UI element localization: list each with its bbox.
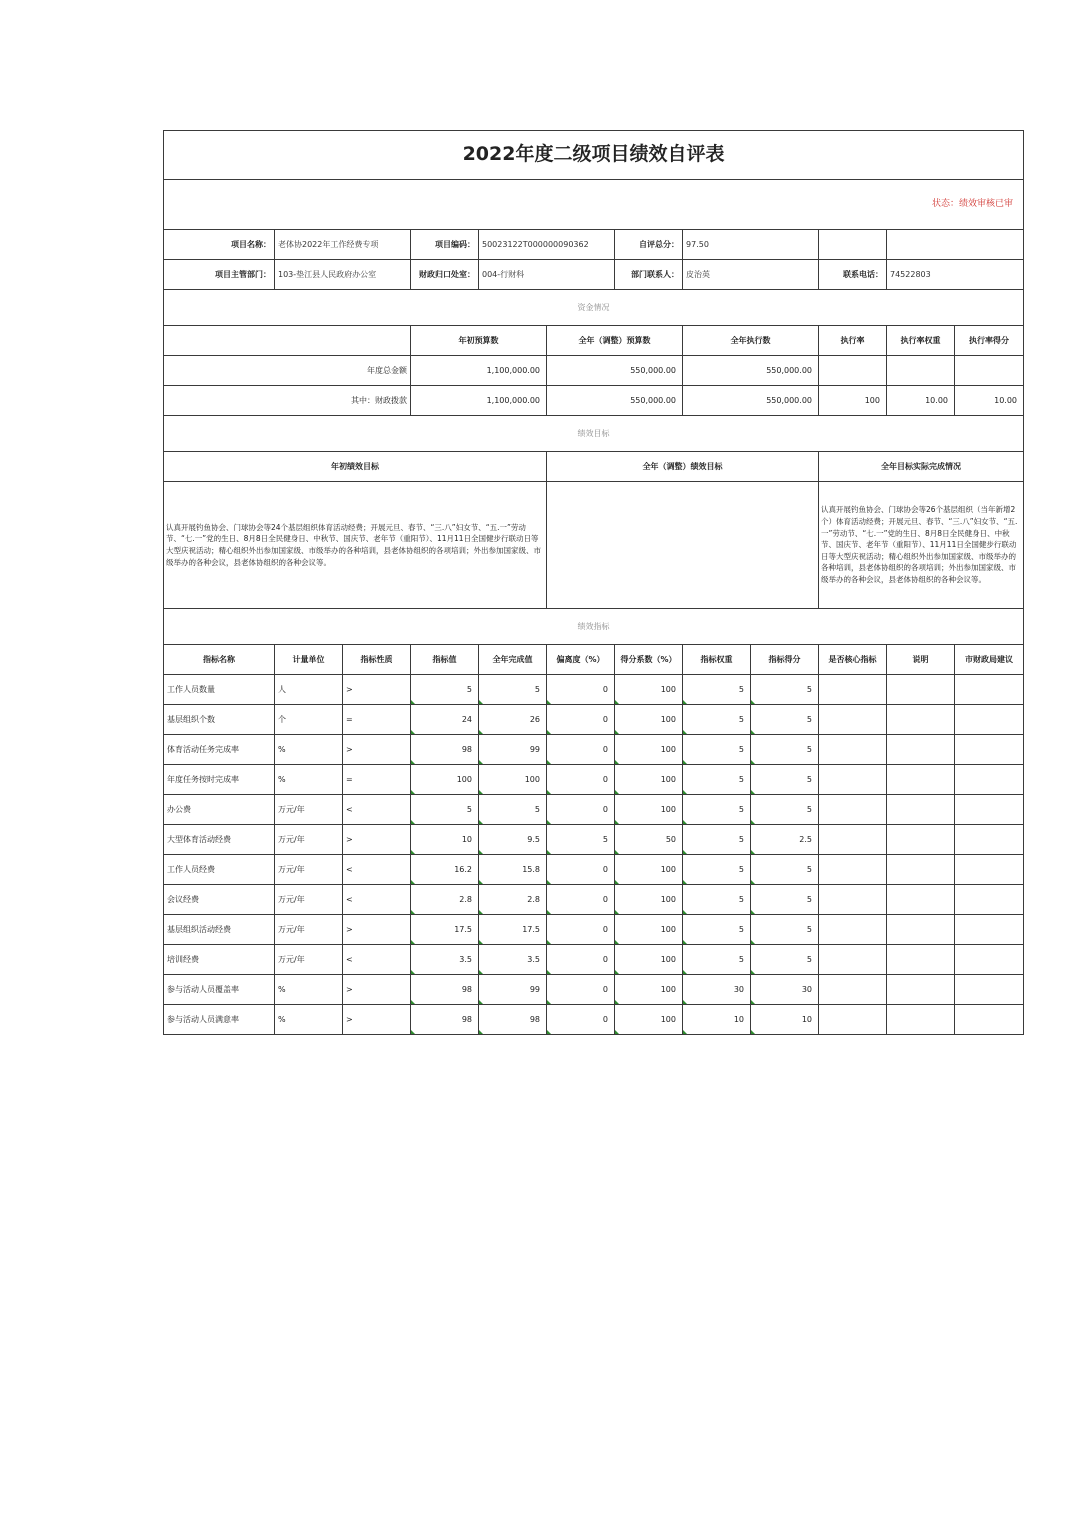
empty-cell <box>819 230 887 260</box>
indicator-cell <box>819 855 887 885</box>
funds-cell: 550,000.00 <box>683 356 819 386</box>
indicator-cell: 0 <box>547 705 615 735</box>
funds-row <box>164 386 1024 416</box>
indicator-cell: 100 <box>615 915 683 945</box>
self-score-label: 自评总分： <box>615 230 683 260</box>
indicator-row <box>164 855 1024 885</box>
indicator-row <box>164 885 1024 915</box>
funds-header: 执行率权重 <box>887 326 955 356</box>
indicator-cell: < <box>343 855 411 885</box>
indicator-cell <box>887 915 955 945</box>
indicator-cell: 5 <box>751 735 819 765</box>
indicator-cell: > <box>343 735 411 765</box>
indicator-cell: 5 <box>683 795 751 825</box>
indicator-cell: 5 <box>683 915 751 945</box>
funds-cell: 550,000.00 <box>547 356 683 386</box>
indicator-column-header: 是否核心指标 <box>819 645 887 675</box>
indicator-cell: 年度任务按时完成率 <box>164 765 275 795</box>
indicator-cell: 30 <box>751 975 819 1005</box>
indicator-cell: < <box>343 795 411 825</box>
indicator-cell <box>955 1005 1024 1035</box>
indicator-cell: = <box>343 765 411 795</box>
indicator-column-header: 指标值 <box>411 645 479 675</box>
indicator-cell: > <box>343 825 411 855</box>
indicator-cell: 100 <box>615 1005 683 1035</box>
indicator-cell: % <box>275 1005 343 1035</box>
project-code-value: 50023122T000000090362 <box>479 230 615 260</box>
indicator-column-header: 指标名称 <box>164 645 275 675</box>
indicator-cell: 10 <box>411 825 479 855</box>
indicator-cell: 5 <box>751 705 819 735</box>
indicator-cell: 5 <box>683 825 751 855</box>
indicator-cell: 30 <box>683 975 751 1005</box>
indicator-column-header: 得分系数（%） <box>615 645 683 675</box>
indicator-cell: 基层组织个数 <box>164 705 275 735</box>
indicator-cell: 万元/年 <box>275 915 343 945</box>
contact-value: 皮治英 <box>683 260 819 290</box>
funds-cell: 1,100,000.00 <box>411 356 547 386</box>
indicator-cell <box>955 795 1024 825</box>
status-badge: 状态：绩效审核已审 <box>164 180 1024 230</box>
indicator-cell: 万元/年 <box>275 945 343 975</box>
indicator-column-header: 指标权重 <box>683 645 751 675</box>
indicator-cell <box>955 855 1024 885</box>
goals-header-initial: 年初绩效目标 <box>164 452 547 482</box>
indicator-column-header: 说明 <box>887 645 955 675</box>
indicator-cell: 5 <box>751 915 819 945</box>
indicator-cell: 15.8 <box>479 855 547 885</box>
indicator-cell: 100 <box>615 765 683 795</box>
indicator-cell: 100 <box>615 855 683 885</box>
indicator-cell: 100 <box>411 765 479 795</box>
indicator-cell: 100 <box>615 795 683 825</box>
indicator-cell: 大型体育活动经费 <box>164 825 275 855</box>
indicator-cell <box>819 675 887 705</box>
funds-header: 执行率得分 <box>955 326 1024 356</box>
indicator-cell: 个 <box>275 705 343 735</box>
indicator-cell: 0 <box>547 1005 615 1035</box>
indicator-cell: 0 <box>547 945 615 975</box>
indicators-header-row <box>164 645 1024 675</box>
indicator-cell: 体育活动任务完成率 <box>164 735 275 765</box>
funds-header: 全年（调整）预算数 <box>547 326 683 356</box>
indicator-cell <box>955 945 1024 975</box>
indicators-section-header: 绩效指标 <box>164 609 1024 645</box>
indicator-cell <box>819 705 887 735</box>
indicator-cell: 0 <box>547 975 615 1005</box>
indicator-cell: 100 <box>615 885 683 915</box>
indicator-cell <box>955 675 1024 705</box>
indicator-cell: 5 <box>683 885 751 915</box>
goal-initial-text: 认真开展钓鱼协会、门球协会等24个基层组织体育活动经费；开展元旦、春节、“三.八”妇女节、“五.一”劳动节、“七.一”党的生日、8月8日全民健身日、中秋节、国庆节、老年节（重阳节）、11月11日全国健步行联动日等大型庆祝活动；精心组织外出参加国家级、市级举办的各种培训，县老体协组织的各项培训；外出参加国家级、市级举办的各种会议，县老体协组织的各种会议等。 <box>164 482 547 609</box>
indicator-cell: 0 <box>547 765 615 795</box>
indicator-row <box>164 795 1024 825</box>
indicator-cell: 100 <box>615 735 683 765</box>
indicator-cell: 5 <box>683 855 751 885</box>
indicator-cell: 2.8 <box>411 885 479 915</box>
indicator-cell: 0 <box>547 735 615 765</box>
indicator-cell: 万元/年 <box>275 795 343 825</box>
indicator-cell <box>887 765 955 795</box>
funds-cell <box>955 356 1024 386</box>
page-title: 2022年度二级项目绩效自评表 <box>164 131 1024 180</box>
indicator-cell: 98 <box>411 1005 479 1035</box>
indicator-cell: 10 <box>683 1005 751 1035</box>
funds-cell: 10.00 <box>955 386 1024 416</box>
indicator-cell: 98 <box>411 975 479 1005</box>
indicator-cell: % <box>275 765 343 795</box>
indicator-column-header: 计量单位 <box>275 645 343 675</box>
indicator-cell: 98 <box>411 735 479 765</box>
indicator-column-header: 全年完成值 <box>479 645 547 675</box>
indicator-column-header: 偏离度（%） <box>547 645 615 675</box>
indicator-cell <box>887 945 955 975</box>
indicator-cell: 2.8 <box>479 885 547 915</box>
funds-header: 年初预算数 <box>411 326 547 356</box>
indicator-cell <box>887 975 955 1005</box>
indicator-cell <box>819 975 887 1005</box>
project-name-value: 老体协2022年工作经费专项 <box>275 230 411 260</box>
indicator-cell <box>887 885 955 915</box>
indicator-cell: 5 <box>411 675 479 705</box>
indicator-cell: 3.5 <box>411 945 479 975</box>
indicator-cell: 5 <box>411 795 479 825</box>
indicator-cell: 培训经费 <box>164 945 275 975</box>
evaluation-table <box>163 130 1024 1035</box>
funds-cell: 1,100,000.00 <box>411 386 547 416</box>
indicator-cell: 99 <box>479 975 547 1005</box>
phone-value: 74522803 <box>887 260 1024 290</box>
indicator-cell: 26 <box>479 705 547 735</box>
indicator-cell: 5 <box>683 735 751 765</box>
funds-cell: 100 <box>819 386 887 416</box>
indicator-cell <box>887 705 955 735</box>
project-name-label: 项目名称： <box>164 230 275 260</box>
indicator-cell: 100 <box>479 765 547 795</box>
indicator-cell: 16.2 <box>411 855 479 885</box>
indicator-cell: 98 <box>479 1005 547 1035</box>
department-value: 103-垫江县人民政府办公室 <box>275 260 411 290</box>
indicator-cell <box>819 945 887 975</box>
indicator-cell: 基层组织活动经费 <box>164 915 275 945</box>
indicator-cell: 5 <box>751 885 819 915</box>
indicator-cell: 5 <box>683 765 751 795</box>
indicator-cell: 100 <box>615 675 683 705</box>
indicator-cell: 100 <box>615 975 683 1005</box>
indicator-cell: 工作人员数量 <box>164 675 275 705</box>
indicator-row <box>164 945 1024 975</box>
phone-label: 联系电话： <box>819 260 887 290</box>
finance-office-value: 004-行财科 <box>479 260 615 290</box>
indicator-cell: 5 <box>479 795 547 825</box>
indicator-cell <box>887 855 955 885</box>
indicator-cell: 人 <box>275 675 343 705</box>
indicator-cell: 万元/年 <box>275 825 343 855</box>
goals-section-header: 绩效目标 <box>164 416 1024 452</box>
indicator-cell: 5 <box>547 825 615 855</box>
indicator-cell: 5 <box>751 765 819 795</box>
indicator-cell <box>955 705 1024 735</box>
indicator-row <box>164 915 1024 945</box>
indicator-cell <box>887 675 955 705</box>
funds-header: 全年执行数 <box>683 326 819 356</box>
indicator-cell: 5 <box>683 675 751 705</box>
funds-cell <box>819 356 887 386</box>
finance-office-label: 财政归口处室： <box>411 260 479 290</box>
indicator-cell: 17.5 <box>479 915 547 945</box>
indicator-cell: 10 <box>751 1005 819 1035</box>
indicator-cell: 万元/年 <box>275 855 343 885</box>
indicator-cell <box>887 825 955 855</box>
indicator-cell: 0 <box>547 855 615 885</box>
funds-section-header: 资金情况 <box>164 290 1024 326</box>
indicator-cell: 2.5 <box>751 825 819 855</box>
indicator-cell: 3.5 <box>479 945 547 975</box>
project-code-label: 项目编码： <box>411 230 479 260</box>
indicator-cell: < <box>343 885 411 915</box>
indicator-cell: 0 <box>547 885 615 915</box>
funds-cell <box>887 356 955 386</box>
indicator-cell: 99 <box>479 735 547 765</box>
indicator-cell: 5 <box>683 705 751 735</box>
funds-cell: 550,000.00 <box>683 386 819 416</box>
indicator-cell <box>887 735 955 765</box>
goals-header-actual: 全年目标实际完成情况 <box>819 452 1024 482</box>
indicator-row <box>164 975 1024 1005</box>
indicator-cell <box>955 975 1024 1005</box>
contact-label: 部门联系人： <box>615 260 683 290</box>
indicator-cell: < <box>343 945 411 975</box>
funds-row-label: 年度总金额 <box>164 356 411 386</box>
indicator-cell: > <box>343 915 411 945</box>
department-label: 项目主管部门： <box>164 260 275 290</box>
indicator-cell <box>819 795 887 825</box>
self-score-value: 97.50 <box>683 230 819 260</box>
goals-header-adjusted: 全年（调整）绩效目标 <box>547 452 819 482</box>
indicator-cell: 工作人员经费 <box>164 855 275 885</box>
indicator-row <box>164 1005 1024 1035</box>
funds-header: 执行率 <box>819 326 887 356</box>
indicator-cell: 5 <box>751 945 819 975</box>
indicator-cell <box>955 825 1024 855</box>
goal-adjusted-text <box>547 482 819 609</box>
indicator-cell <box>819 915 887 945</box>
indicator-cell: = <box>343 705 411 735</box>
indicator-cell: 5 <box>751 795 819 825</box>
indicator-cell: 参与活动人员覆盖率 <box>164 975 275 1005</box>
indicator-row <box>164 765 1024 795</box>
performance-evaluation-sheet <box>163 130 1024 1035</box>
indicator-row <box>164 735 1024 765</box>
indicator-cell <box>955 915 1024 945</box>
indicator-cell: 5 <box>683 945 751 975</box>
indicator-cell: > <box>343 675 411 705</box>
funds-row <box>164 356 1024 386</box>
indicator-cell <box>955 765 1024 795</box>
indicator-cell: 17.5 <box>411 915 479 945</box>
funds-header-blank <box>164 326 411 356</box>
indicator-cell <box>819 735 887 765</box>
indicator-column-header: 指标得分 <box>751 645 819 675</box>
indicator-cell <box>887 1005 955 1035</box>
indicator-cell: 5 <box>751 675 819 705</box>
indicator-cell: 5 <box>479 675 547 705</box>
indicator-column-header: 指标性质 <box>343 645 411 675</box>
indicator-row <box>164 675 1024 705</box>
indicator-cell <box>887 795 955 825</box>
indicator-cell: % <box>275 735 343 765</box>
indicator-cell: 办公费 <box>164 795 275 825</box>
indicator-cell: 50 <box>615 825 683 855</box>
indicator-cell <box>819 1005 887 1035</box>
indicator-cell <box>955 735 1024 765</box>
indicator-cell: 0 <box>547 915 615 945</box>
indicator-cell: > <box>343 1005 411 1035</box>
indicator-cell: 24 <box>411 705 479 735</box>
indicator-cell: 100 <box>615 705 683 735</box>
indicator-cell: 万元/年 <box>275 885 343 915</box>
empty-cell <box>887 230 1024 260</box>
indicator-cell <box>955 885 1024 915</box>
indicator-cell <box>819 885 887 915</box>
indicator-cell: 0 <box>547 795 615 825</box>
indicator-cell: 参与活动人员满意率 <box>164 1005 275 1035</box>
funds-cell: 550,000.00 <box>547 386 683 416</box>
indicator-cell <box>819 765 887 795</box>
goal-actual-text: 认真开展钓鱼协会、门球协会等26个基层组织（当年新增2个）体育活动经费；开展元旦、春节、“三.八”妇女节、“五.一”劳动节、“七.一”党的生日、8月8日全民健身日、中秋节、国庆节、老年节（重阳节）、11月11日全国健步行联动日等大型庆祝活动；精心组织外出参加国家级、市级举办的各种培训，县老体协组织的各项培训；外出参加国家级、市级举办的各种会议，县老体协组织的各种会议等。 <box>819 482 1024 609</box>
indicator-cell: > <box>343 975 411 1005</box>
indicator-row <box>164 825 1024 855</box>
indicator-cell: % <box>275 975 343 1005</box>
indicator-cell: 0 <box>547 675 615 705</box>
indicator-column-header: 市财政局建议 <box>955 645 1024 675</box>
funds-cell: 10.00 <box>887 386 955 416</box>
indicator-cell: 会议经费 <box>164 885 275 915</box>
indicator-cell: 100 <box>615 945 683 975</box>
indicator-cell: 5 <box>751 855 819 885</box>
indicator-cell <box>819 825 887 855</box>
funds-row-label: 其中：财政拨款 <box>164 386 411 416</box>
indicator-row <box>164 705 1024 735</box>
indicator-cell: 9.5 <box>479 825 547 855</box>
